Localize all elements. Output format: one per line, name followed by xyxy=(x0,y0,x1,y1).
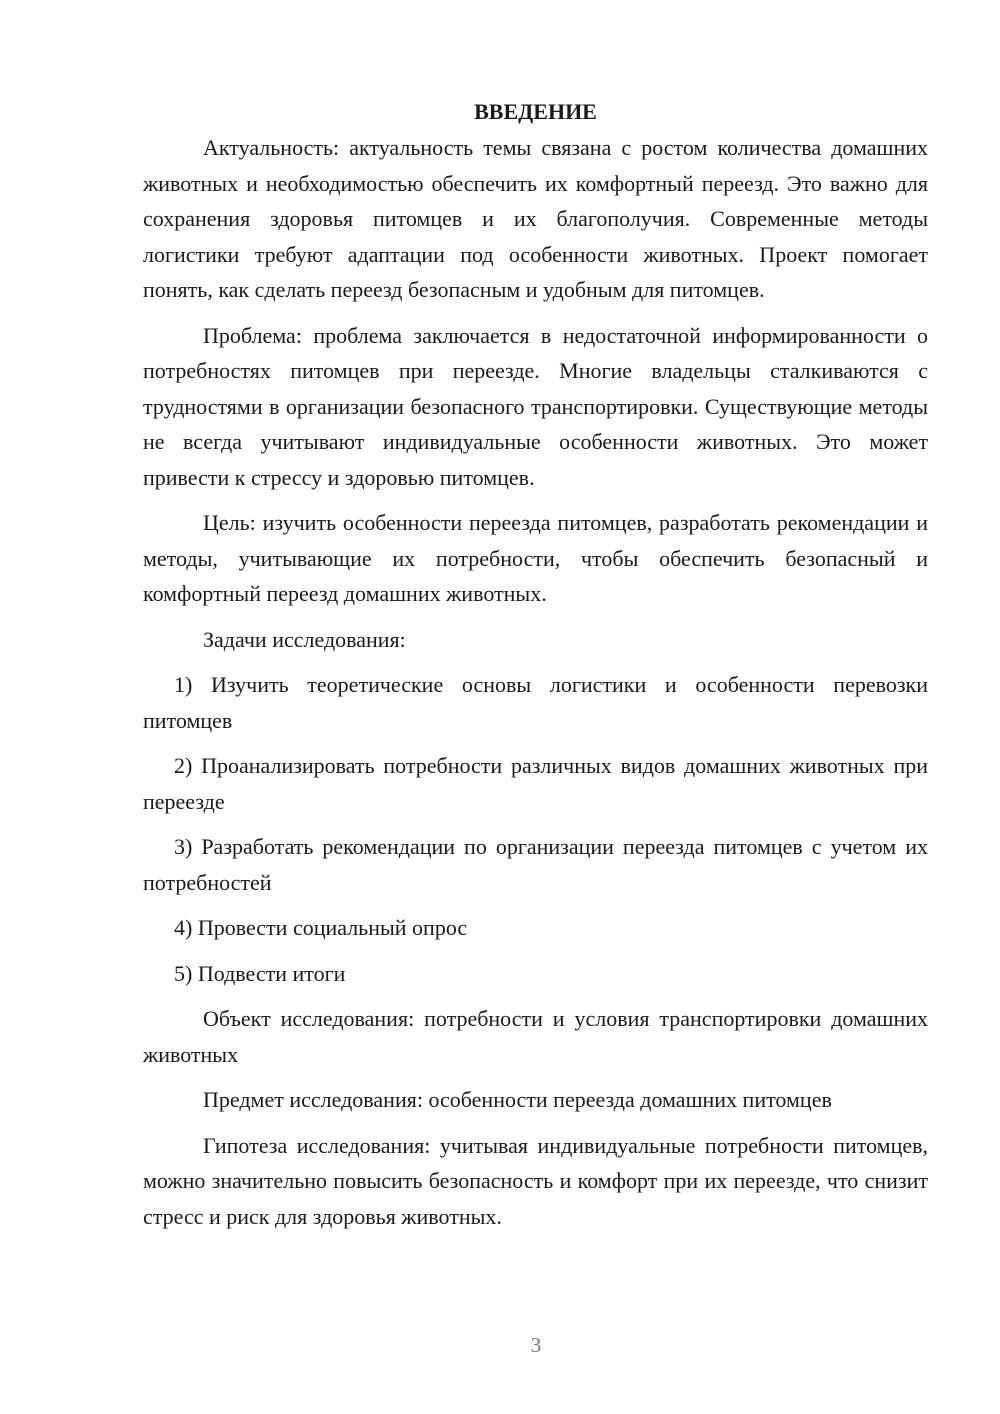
task-item-2: 2) Проанализировать потребности различных видов домашних животных при переезде xyxy=(143,753,928,814)
task-item-3: 3) Разработать рекомендации по организации переезда питомцев с учетом их потребностей xyxy=(143,834,928,895)
problem-paragraph: Проблема: проблема заключается в недостаточной информированности о потребностях питомцев при переезде. Многие владельцы сталкиваются с трудностями в организации безопасного транспортировки. Существующие методы не всегда учитывают индивидуальные особенности животных. Это может привести к стрессу и здоровью питомцев. xyxy=(143,322,928,490)
page-content xyxy=(143,94,928,1244)
goal-paragraph: Цель: изучить особенности переезда питомцев, разработать рекомендации и методы, учитывающие их потребности, чтобы обеспечить безопасный и комфортный переезд домашних животных. xyxy=(143,510,928,606)
task-item-5: 5) Подвести итоги xyxy=(174,960,346,986)
hypothesis-paragraph: Гипотеза исследования: учитывая индивидуальные потребности питомцев, можно значительно повысить безопасность и комфорт при их переезде, что снизит стресс и риск для здоровья животных. xyxy=(143,1132,928,1229)
task-item-1: 1) Изучить теоретические основы логистики и особенности перевозки питомцев xyxy=(143,672,928,733)
tasks-heading: Задачи исследования: xyxy=(203,626,406,652)
object-paragraph: Объект исследования: потребности и условия транспортировки домашних животных xyxy=(143,1006,928,1067)
section-title: ВВЕДЕНИЕ xyxy=(474,99,597,124)
page-number: 3 xyxy=(530,1333,542,1357)
subject-paragraph: Предмет исследования: особенности переезда домашних питомцев xyxy=(203,1087,832,1112)
task-item-4: 4) Провести социальный опрос xyxy=(174,915,468,940)
relevance-paragraph: Актуальность: актуальность темы связана с ростом количества домашних животных и необходимостью обеспечить их комфортный переезд. Это важно для сохранения здоровья питомцев и их благополучия. Современные методы логистики требуют адаптации под особенности животных. Проект помогает понять, как сделать переезд безопасным и удобным для питомцев. xyxy=(143,135,928,302)
